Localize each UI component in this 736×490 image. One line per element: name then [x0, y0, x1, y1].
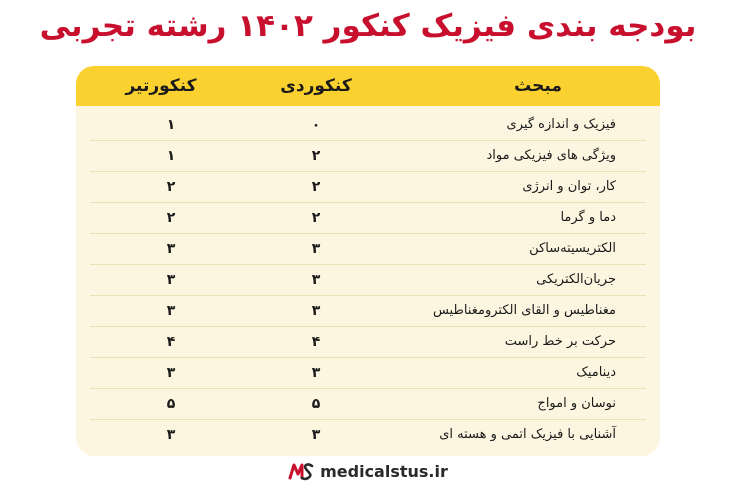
table-row — [76, 172, 660, 203]
cell-konkur-tir: ۲ — [166, 210, 176, 226]
header-konkur-dey: کنکوردی — [280, 76, 352, 96]
cell-konkur-dey: ۲ — [311, 148, 321, 164]
cell-konkur-dey: ۵ — [311, 396, 321, 412]
cell-konkur-tir: ۱ — [166, 117, 176, 133]
footer — [0, 460, 736, 482]
cell-konkur-dey: ۲ — [311, 210, 321, 226]
cell-konkur-tir: ۱ — [166, 148, 176, 164]
table-row — [76, 110, 660, 141]
cell-topic: دما و گرما — [560, 210, 616, 225]
cell-konkur-dey: ۴ — [311, 334, 321, 350]
cell-konkur-tir: ۲ — [166, 179, 176, 195]
cell-topic: مغناطیس و القای الکترومغناطیس — [432, 303, 616, 318]
cell-topic: جریان‌الکتریکی — [536, 272, 616, 287]
table-row — [76, 420, 660, 451]
cell-konkur-dey: ۳ — [311, 272, 321, 288]
site-url[interactable]: medicalstus.ir — [320, 461, 448, 481]
cell-konkur-dey: ۳ — [311, 241, 321, 257]
header-topic: مبحث — [514, 76, 562, 96]
cell-topic: کار، توان و انرژی — [522, 179, 616, 194]
header-konkur-tir: کنکورتیر — [125, 76, 197, 96]
budget-table — [76, 66, 660, 456]
table-header — [76, 66, 660, 106]
cell-konkur-tir: ۵ — [166, 396, 176, 412]
cell-konkur-tir: ۴ — [166, 334, 176, 350]
ms-logo-icon — [288, 460, 314, 482]
table-row — [76, 296, 660, 327]
cell-topic: دینامیک — [576, 365, 616, 380]
page-title: بودجه بندی فیزیک کنکور ۱۴۰۲ رشته تجربی — [39, 8, 697, 44]
cell-konkur-tir: ۳ — [166, 427, 176, 443]
table-row — [76, 358, 660, 389]
table-row — [76, 141, 660, 172]
table-row — [76, 234, 660, 265]
table-row — [76, 327, 660, 358]
cell-topic: ویژگی های فیزیکی مواد — [486, 148, 616, 163]
cell-konkur-dey: ۳ — [311, 365, 321, 381]
cell-konkur-dey: ۲ — [311, 179, 321, 195]
cell-konkur-tir: ۳ — [166, 241, 176, 257]
cell-topic: آشنایی با فیزیک اتمی و هسته ای — [439, 427, 616, 442]
table-body — [76, 110, 660, 451]
cell-topic: الکتریسیته‌ساکن — [529, 241, 616, 256]
cell-konkur-tir: ۳ — [166, 303, 176, 319]
table-row — [76, 389, 660, 420]
cell-topic: فیزیک و اندازه گیری — [506, 117, 616, 132]
table-row — [76, 265, 660, 296]
cell-konkur-dey: ۰ — [311, 117, 321, 133]
cell-konkur-tir: ۳ — [166, 272, 176, 288]
table-row — [76, 203, 660, 234]
cell-topic: نوسان و امواج — [537, 396, 616, 411]
cell-konkur-tir: ۳ — [166, 365, 176, 381]
cell-konkur-dey: ۳ — [311, 303, 321, 319]
cell-topic: حرکت بر خط راست — [504, 334, 616, 349]
cell-konkur-dey: ۳ — [311, 427, 321, 443]
